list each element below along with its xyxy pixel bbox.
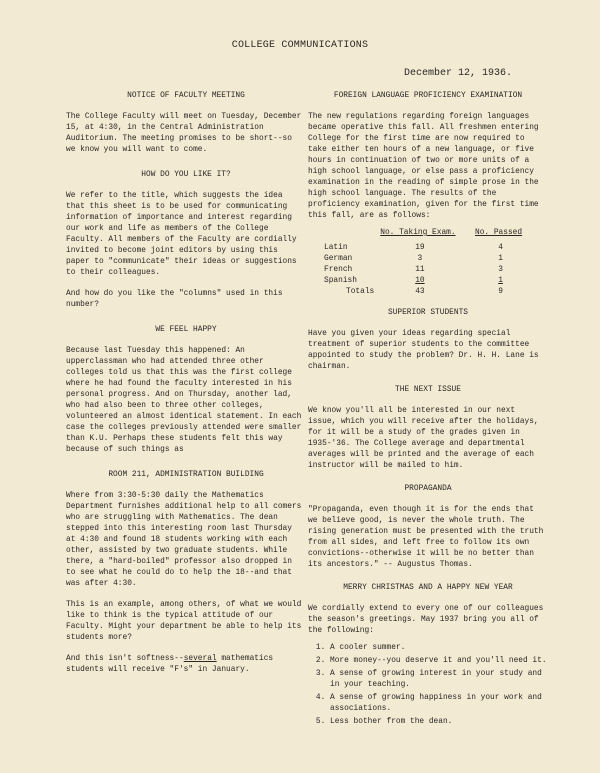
we-feel-happy-text: Because last Tuesday this happened: An upperclassman who had attended three other colleges told us that this was the first college where he had found the faculty interested in his personal progress. And on Thursday, another lad, who had also been to three other colleges, volunteered an almost identical statement. In each case the colleges previously attended were smaller than K.U. Perhaps these students felt this way because of such things as: [66, 346, 302, 454]
totals-taking: 43: [415, 287, 425, 296]
row-passed: 3: [498, 265, 503, 274]
left-column: [66, 90, 306, 685]
heading-propaganda: PROPAGANDA: [404, 484, 452, 493]
row-taking: [380, 275, 465, 286]
totals-label: Totals: [346, 287, 375, 296]
table-row: [324, 275, 542, 286]
row-taking: 19: [415, 243, 425, 252]
table-totals-row: [324, 286, 542, 297]
row-language: German: [324, 254, 353, 263]
row-taking-value: 10: [415, 276, 425, 285]
softness-text-underlined: several: [183, 654, 217, 663]
softness-text-part1: And this isn't softness--: [66, 654, 184, 663]
heading-how-do-you-like-it: HOW DO YOU LIKE IT?: [141, 170, 231, 179]
row-passed: [466, 275, 542, 286]
room-211-text: Where from 3:30-5:30 daily the Mathematics Department furnishes additional help to all comers who are struggling with Mathematics. The dean stepped into this interesting room last Thursday at 4:30 and found 18 students working with each other, assisted by two graduate students. While there, a "hard-boiled" professor also dropped in to see what he could do to help the 18--and that was after 4:30.: [66, 491, 302, 588]
issue-date: December 12, 1936.: [404, 68, 513, 79]
faculty-meeting-text: The College Faculty will meet on Tuesday, December 15, at 4:30, in the Central Administration Auditorium. The meeting promises to be short--so we know you will want to come.: [66, 112, 302, 154]
softness-text-part2: mathematics students will receive "F's" in January.: [66, 654, 274, 674]
totals-passed: 9: [498, 287, 503, 296]
heading-foreign-language: FOREIGN LANGUAGE PROFICIENCY EXAMINATION: [333, 91, 523, 100]
columns-question-text: And how do you like the "columns" used in this number?: [66, 289, 283, 309]
row-language: French: [324, 265, 353, 274]
list-item: 2. More money--you deserve it and you'll need it.: [330, 655, 548, 666]
propaganda-text: "Propaganda, even though it is for the ends that we believe good, is never the whole truth. The rising generation must be presented with the truth from all sides, and left free to follow its own convictions--otherwise it will be no better than its ancestors." -- Augustus Thomas.: [308, 505, 544, 569]
next-issue-text: We know you'll all be interested in our next issue, which you will receive after the holidays, for it will be a study of the grades given in 1935-'36. The College average and departmental averages will be printed and the average of each instructor will be mailed to him.: [308, 406, 539, 470]
heading-next-issue: THE NEXT ISSUE: [395, 385, 461, 394]
heading-superior-students: SUPERIOR STUDENTS: [387, 308, 469, 317]
list-item: 3. A sense of growing interest in your study and in your teaching.: [330, 668, 548, 690]
table-row: [324, 242, 542, 253]
wishes-list: [308, 642, 548, 727]
table-row: [324, 264, 542, 275]
list-item: 4. A sense of growing happiness in your work and associations.: [330, 692, 548, 714]
masthead: COLLEGE COMMUNICATIONS: [231, 40, 369, 51]
row-language: Latin: [324, 243, 348, 252]
row-taking: 3: [417, 254, 423, 263]
heading-faculty-meeting: NOTICE OF FACULTY MEETING: [127, 91, 245, 100]
row-passed: 1: [498, 254, 503, 263]
col-header-taking: No. Taking Exam.: [380, 228, 456, 237]
heading-merry-christmas: MERRY CHRISTMAS AND A HAPPY NEW YEAR: [343, 583, 513, 592]
proficiency-results-table: [324, 227, 542, 297]
right-column: [308, 90, 548, 729]
list-item: 5. Less bother from the dean.: [330, 716, 548, 727]
christmas-text: We cordially extend to every one of our colleagues the season's greetings. May 1937 bring you all of the following:: [308, 604, 544, 635]
list-item: 1. A cooler summer.: [330, 642, 548, 653]
row-passed: 4: [498, 243, 503, 252]
table-row: [324, 253, 542, 264]
foreign-language-text: The new regulations regarding foreign languages became operative this fall. All freshmen entering College for the first time are now required to take either ten hours of a new language, or five hours in continuation of two or more units of a high school language, or else pass a proficiency examination in the reading of simple prose in the high school language. The results of the proficiency examination, given for the first time this fall, are as follows:: [308, 112, 539, 220]
superior-students-text: Have you given your ideas regarding special treatment of superior students to the committee appointed to study the problem? Dr. H. H. Lane is chairman.: [308, 329, 539, 371]
typical-attitude-text: This is an example, among others, of what we would like to think is the typical attitude of our Faculty. Might your department be able to help its students more?: [66, 600, 302, 642]
col-header-passed: No. Passed: [475, 228, 523, 237]
softness-text: [66, 653, 306, 675]
row-language: Spanish: [324, 276, 357, 285]
how-do-you-like-it-text: We refer to the title, which suggests the idea that this sheet is to be used for communicating information of importance and interest regarding our work and life as members of the College Faculty. All members of the Faculty are cordially invited to become joint editors by using this paper to "communicate" their ideas or suggestions to their colleagues.: [66, 191, 297, 277]
row-taking: 11: [415, 265, 425, 274]
heading-room-211: ROOM 211, ADMINISTRATION BUILDING: [108, 470, 264, 479]
row-passed-value: 1: [498, 276, 503, 285]
table-header-row: [324, 227, 542, 242]
heading-we-feel-happy: WE FEEL HAPPY: [155, 325, 217, 334]
